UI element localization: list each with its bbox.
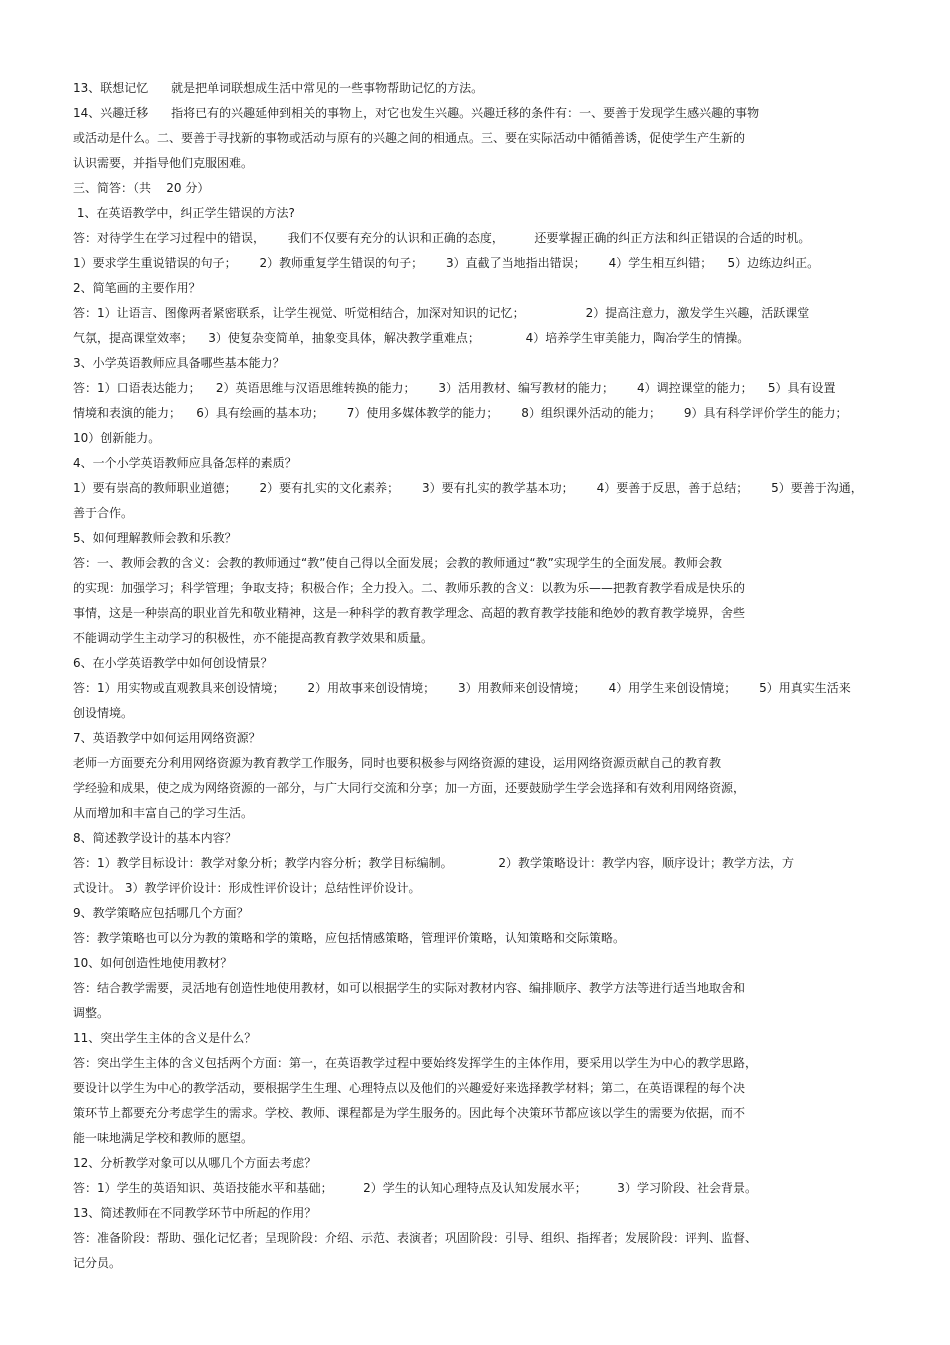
text-line: 10）创新能力。	[73, 431, 161, 445]
text-line: 6、在小学英语教学中如何创设情景？	[73, 656, 273, 670]
text-line: 答：结合教学需要，灵活地有创造性地使用教材，如可以根据学生的实际对教材内容、编排顺序、教学方法等进行适当地取舍和	[73, 981, 746, 995]
text-line: 2、简笔画的主要作用？	[73, 281, 201, 295]
text-line: 10、如何创造性地使用教材？	[73, 956, 233, 970]
text-line: 调整。	[73, 1006, 110, 1020]
text-line: 答：准备阶段：帮助、强化记忆者；呈现阶段：介绍、示范、表演者；巩固阶段：引导、组织、指挥者；发展阶段：评判、监督、	[73, 1231, 758, 1245]
text-line: 答：突出学生主体的含义包括两个方面：第一，在英语教学过程中要始终发挥学生的主体作用，要采用以学生为中心的教学思路，	[73, 1056, 758, 1070]
text-line: 气氛，提高课堂效率； 3）使复杂变简单，抽象变具体，解决教学重难点； 4）培养学生审美能力，陶冶学生的情操。	[73, 331, 750, 345]
text-line: 情境和表演的能力； 6）具有绘画的基本功； 7）使用多媒体教学的能力； 8）组织课外活动的能力； 9）具有科学评价学生的能力；	[73, 406, 848, 420]
text-line: 事情，这是一种崇高的职业首先和敬业精神，这是一种科学的教育教学理念、高超的教育教学技能和绝妙的教育教学境界，舍些	[73, 606, 746, 620]
text-line: 11、突出学生主体的含义是什么？	[73, 1031, 257, 1045]
text-line: 1）要有崇高的教师职业道德； 2）要有扎实的文化素养； 3）要有扎实的教学基本功； 4）要善于反思，善于总结； 5）要善于沟通，	[73, 481, 863, 495]
text-line: 的实现：加强学习；科学管理；争取支持；积极合作；全力投入。二、教师乐教的含义：以教为乐——把教育教学看成是快乐的	[73, 581, 746, 595]
text-line: 老师一方面要充分利用网络资源为教育教学工作服务，同时也要积极参与网络资源的建设，运用网络资源贡献自己的教育教	[73, 756, 722, 770]
text-line: 或活动是什么。二、要善于寻找新的事物或活动与原有的兴趣之间的相通点。三、要在实际活动中循循善诱，促使学生产生新的	[73, 131, 746, 145]
text-line: 策环节上都要充分考虑学生的需求。学校、教师、课程都是为学生服务的。因此每个决策环节都应该以学生的需要为依据，而不	[73, 1106, 746, 1120]
text-line: 13、联想记忆 就是把单词联想成生活中常见的一些事物帮助记忆的方法。	[73, 81, 484, 95]
text-line: 14、兴趣迁移 指将已有的兴趣延伸到相关的事物上，对它也发生兴趣。兴趣迁移的条件有：一、要善于发现学生感兴趣的事物	[73, 106, 760, 120]
text-line: 7、英语教学中如何运用网络资源？	[73, 731, 261, 745]
text-line: 学经验和成果，使之成为网络资源的一部分，与广大同行交流和分享；加一方面，还要鼓励学生学会选择和有效利用网络资源，	[73, 781, 746, 795]
text-line: 式设计。 3）教学评价设计：形成性评价设计；总结性评价设计。	[73, 881, 421, 895]
document-body	[73, 76, 873, 1276]
text-line: 1、在英语教学中，纠正学生错误的方法?	[73, 206, 295, 220]
text-line: 答：1）用实物或直观教具来创设情境； 2）用故事来创设情境； 3）用教师来创设情境； 4）用学生来创设情境； 5）用真实生活来	[73, 681, 851, 695]
text-line: 8、简述教学设计的基本内容？	[73, 831, 237, 845]
text-line: 5、如何理解教师会教和乐教？	[73, 531, 237, 545]
text-line: 不能调动学生主动学习的积极性，亦不能提高教育教学效果和质量。	[73, 631, 434, 645]
text-line: 4、一个小学英语教师应具备怎样的素质？	[73, 456, 297, 470]
text-line: 三、简答：（共 20 分）	[73, 181, 210, 195]
text-line: 13、简述教师在不同教学环节中所起的作用？	[73, 1206, 317, 1220]
text-line: 记分员。	[73, 1256, 122, 1270]
text-line: 善于合作。	[73, 506, 134, 520]
text-line: 答：对待学生在学习过程中的错误， 我们不仅要有充分的认识和正确的态度， 还要掌握正确的纠正方法和纠正错误的合适的时机。	[73, 231, 811, 245]
text-line: 创设情境。	[73, 706, 134, 720]
text-line: 9、教学策略应包括哪几个方面？	[73, 906, 249, 920]
text-line: 答：1）口语表达能力； 2）英语思维与汉语思维转换的能力； 3）活用教材、编写教材的能力； 4）调控课堂的能力； 5）具有设置	[73, 381, 836, 395]
text-line: 答：1）学生的英语知识、英语技能水平和基础； 2）学生的认知心理特点及认知发展水平； 3）学习阶段、社会背景。	[73, 1181, 757, 1195]
text-line: 认识需要，并指导他们克服困难。	[73, 156, 254, 170]
text-line: 答：1）教学目标设计：教学对象分析；教学内容分析；教学目标编制。 2）教学策略设计：教学内容，顺序设计；教学方法，方	[73, 856, 795, 870]
text-line: 3、小学英语教师应具备哪些基本能力？	[73, 356, 285, 370]
text-line: 要设计以学生为中心的教学活动，要根据学生生理、心理特点以及他们的兴趣爱好来选择教学材料；第二，在英语课程的每个决	[73, 1081, 746, 1095]
text-line: 1）要求学生重说错误的句子； 2）教师重复学生错误的句子； 3）直截了当地指出错误； 4）学生相互纠错； 5）边练边纠正。	[73, 256, 820, 270]
text-line: 能一味地满足学校和教师的愿望。	[73, 1131, 254, 1145]
text-line: 12、分析教学对象可以从哪几个方面去考虑？	[73, 1156, 317, 1170]
text-line: 从而增加和丰富自己的学习生活。	[73, 806, 254, 820]
text-line: 答：教学策略也可以分为教的策略和学的策略，应包括情感策略，管理评价策略，认知策略和交际策略。	[73, 931, 626, 945]
text-line: 答：一、教师会教的含义：会教的教师通过“教”使自己得以全面发展；会教的教师通过“教”实现学生的全面发展。教师会教	[73, 556, 722, 570]
text-line: 答：1）让语言、图像两者紧密联系，让学生视觉、听觉相结合，加深对知识的记忆； 2）提高注意力，激发学生兴趣，活跃课堂	[73, 306, 810, 320]
